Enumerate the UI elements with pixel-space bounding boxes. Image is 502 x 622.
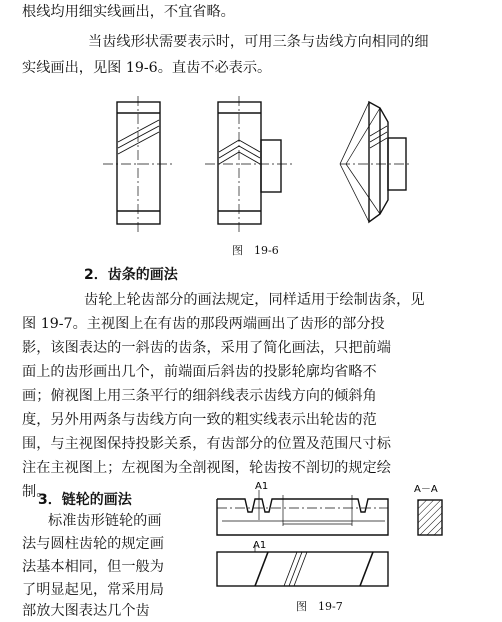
label-a1-top: A1 (255, 481, 269, 492)
figure-19-7-caption: 图 19-7 (296, 600, 343, 613)
section-3-line-1: 标准齿形链轮的画 (48, 513, 162, 529)
para1-line-2: 当齿线形状需要表示时，可用三条与齿线方向相同的细 (88, 34, 429, 50)
section-2-line-4: 面上的齿形画出几个，前端面后斜齿的投影轮廓均省略不 (22, 364, 377, 380)
label-a1-bottom: A1 (253, 540, 267, 551)
section-3-line-3: 法基本相同，但一般为 (22, 559, 164, 575)
section-2-line-7: 围，与主视图保持投影关系，有齿部分的位置及范围尺寸标 (22, 436, 391, 452)
section-3-line-2: 法与圆柱齿轮的规定画 (22, 536, 164, 552)
label-section-a-a: A－A (414, 484, 438, 495)
section-2-line-9: 制。 (22, 484, 51, 500)
section-2-line-8: 注在主视图上；左视图为全剖视图，轮齿按不剖切的规定绘 (22, 460, 391, 476)
section-3-line-4: 了明显起见，常采用局 (22, 582, 164, 598)
section-2-line-2: 图 19-7。主视图上在有齿的那段两端画出了齿形的部分投 (22, 316, 385, 332)
rack-front-view (217, 499, 388, 535)
section-2-line-3: 影，该图表达的一斜齿的齿条，采用了简化画法，只把前端 (22, 340, 391, 356)
section-3-heading: 3．链轮的画法 (38, 492, 132, 508)
section-2-line-5: 画；俯视图上用三条平行的细斜线表示齿线方向的倾斜角 (22, 388, 377, 404)
section-3-line-5: 部放大图表达几个齿 (22, 603, 150, 619)
para1-line-3: 实线画出，见图 19-6。直齿不必表示。 (22, 60, 272, 76)
section-2-heading: 2．齿条的画法 (84, 267, 178, 283)
para1-line-1: 根线均用细实线画出，不宜省略。 (22, 4, 235, 20)
section-2-line-1: 齿轮上轮齿部分的画法规定，同样适用于绘制齿条，见 (84, 292, 425, 308)
section-a-a-view (418, 500, 442, 535)
figure-19-6-caption: 图 19-6 (232, 244, 279, 257)
section-2-line-6: 度，另外用两条与齿线方向一致的粗实线表示出轮齿的范 (22, 412, 377, 428)
